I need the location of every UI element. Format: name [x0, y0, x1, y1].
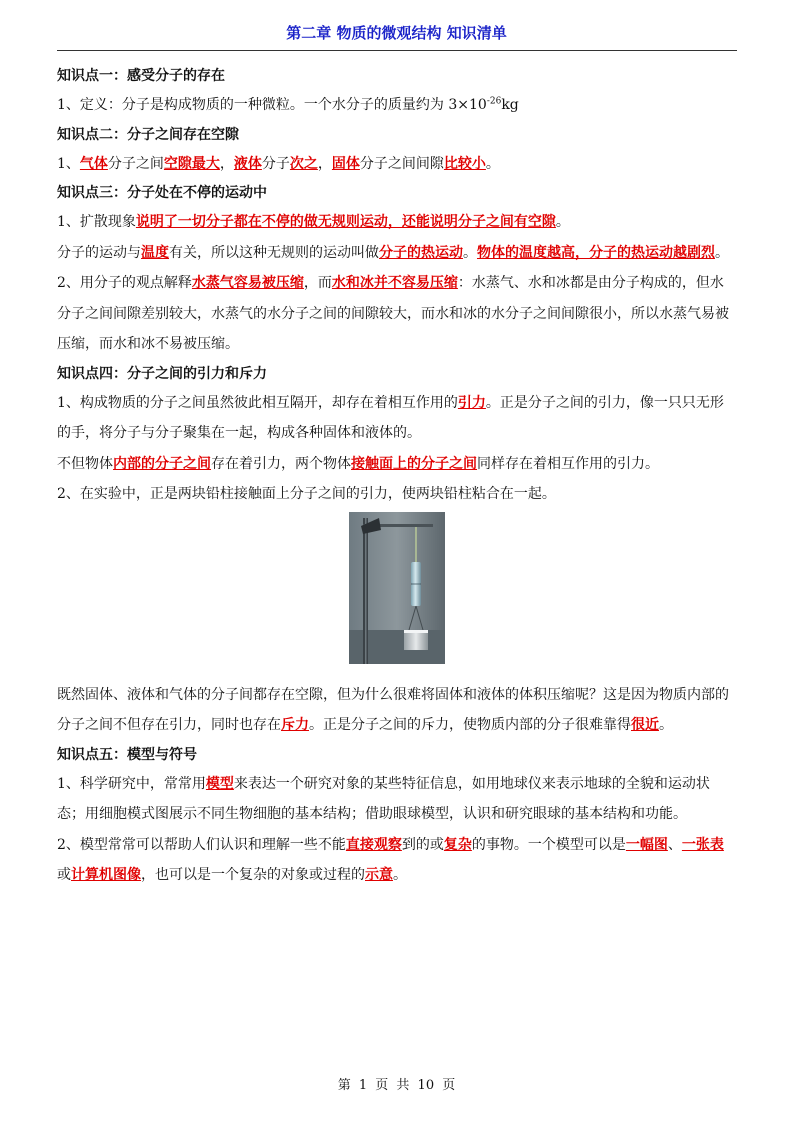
key-term: 说明了一切分子都在不停的做无规则运动，还能说明分子之间有空隙 — [135, 214, 556, 230]
text-run: -26 — [486, 96, 502, 107]
key-term: 引力 — [457, 394, 486, 411]
text-run: 。正是分子之间的斥力，使物质内部的分子很难靠得 — [309, 717, 631, 733]
key-term: 液体 — [233, 155, 262, 172]
key-term: 空隙最大 — [163, 155, 220, 172]
text-run: 2、用分子的观点解释 — [57, 275, 192, 291]
text-run: 的事物。一个模型可以是 — [471, 836, 626, 853]
text-run: 1、扩散现象 — [57, 214, 136, 230]
paragraph-thermal-motion — [57, 238, 737, 269]
text-run: ，也可以是一个复杂的对象或过程的 — [141, 867, 365, 883]
text-run: ，而 — [303, 275, 332, 291]
key-term: 一幅图 — [625, 836, 668, 853]
text-run: 2、在实验中，正是两块铅柱接触面上分子之间的引力，使两块铅柱粘合在一起。 — [57, 486, 556, 502]
document-body — [57, 62, 737, 891]
text-run: 。 — [555, 214, 570, 230]
lead-cylinder-experiment-photo — [349, 512, 445, 664]
key-term: 一张表 — [681, 836, 724, 853]
key-term: 水和冰并不容易压缩 — [331, 275, 458, 291]
page-title: 第二章 物质的微观结构 知识清单 — [286, 24, 507, 42]
text-run: 。 — [393, 867, 407, 883]
key-term: 斥力 — [281, 717, 309, 733]
text-run: 同样存在着相互作用的引力。 — [477, 455, 659, 472]
key-term: 固体 — [331, 155, 360, 172]
key-term: 接触面上的分子之间 — [351, 455, 477, 472]
paragraph-attraction — [57, 388, 737, 449]
key-term: 分子的热运动 — [379, 244, 463, 261]
text-run: ， — [317, 155, 332, 172]
text-run: 分子的运动与 — [57, 244, 141, 261]
text-run: 。 — [463, 244, 477, 261]
page-number-footer: 第 1 页 共 10 页 — [337, 1078, 456, 1093]
paragraph-gaps — [57, 149, 737, 180]
text-run: 。 — [715, 244, 729, 261]
text-run: 1、科学研究中，常常用 — [57, 775, 206, 792]
key-term: 气体 — [79, 155, 108, 172]
text-run: 、 — [667, 836, 682, 853]
text-run: 有关，所以这种无规则的运动叫做 — [169, 244, 379, 261]
text-run: kg — [501, 97, 519, 113]
paragraph-lead-cylinders — [57, 479, 737, 510]
text-run: ：水蒸气、水和冰都是由分子构成的，但水分子之间间隙差别较大，水蒸气的水分子之间的间隙较大，而水和冰的水分子之间间隙很小，所以水蒸气易被压缩，而水和冰不易被压缩。 — [57, 275, 729, 352]
paragraph-model-uses — [57, 830, 737, 891]
section-heading-5: 知识点五：模型与符号 — [57, 746, 197, 763]
key-term: 复杂 — [443, 836, 472, 853]
text-run: ， — [219, 155, 234, 172]
text-run: 到的或 — [401, 836, 444, 853]
text-run: 不但物体 — [57, 455, 113, 472]
section-heading-2: 知识点二：分子之间存在空隙 — [57, 126, 239, 143]
text-run: 2、模型常常可以帮助人们认识和理解一些不能 — [57, 836, 346, 853]
text-run: 既然固体、液体和气体的分子间都存在空隙，但为什么很难将固体和液体的体积压缩呢？这是因为物质内部的分子之间不但存在引力，同时也存在 — [57, 686, 729, 733]
paragraph-models — [57, 769, 737, 830]
text-run: 。 — [659, 717, 673, 733]
paragraph-attraction-surfaces — [57, 449, 737, 480]
key-term: 计算机图像 — [71, 867, 141, 883]
text-run: 存在着引力，两个物体 — [211, 455, 351, 472]
paragraph-diffusion — [57, 207, 737, 238]
title-divider — [57, 50, 737, 51]
paragraph-definition — [57, 90, 737, 121]
key-term: 比较小 — [443, 155, 486, 172]
key-term: 温度 — [141, 244, 169, 261]
section-heading-4: 知识点四：分子之间的引力和斥力 — [57, 365, 267, 382]
key-term: 物体的温度越高，分子的热运动越剧烈 — [477, 244, 715, 261]
text-run: 分子之间 — [107, 155, 164, 172]
paragraph-repulsion — [57, 680, 737, 741]
key-term: 水蒸气容易被压缩 — [191, 275, 304, 291]
key-term: 内部的分子之间 — [113, 455, 211, 472]
text-run: 来表达一个研究对象的某些特征信息，如用地球仪来表示地球的全貌和运动状态；用细胞模式图展示不同生物细胞的基本结构；借助眼球模型，认识和研究眼球的基本结构和功能。 — [57, 775, 710, 822]
text-run: 分子之间间隙 — [359, 155, 444, 172]
text-run: 或 — [57, 867, 71, 883]
text-run: 1、构成物质的分子之间虽然彼此相互隔开，却存在着相互作用的 — [57, 394, 458, 411]
paragraph-compression — [57, 268, 737, 360]
section-heading-1: 知识点一：感受分子的存在 — [57, 68, 225, 84]
figure-container — [57, 512, 737, 672]
key-term: 直接观察 — [345, 836, 402, 853]
key-term: 很近 — [631, 717, 659, 733]
text-run: 。正是分子之间的引力，像一只只无形的手，将分子与分子聚集在一起，构成各种固体和液体的。 — [57, 394, 724, 441]
key-term: 模型 — [205, 775, 234, 792]
text-run: 。 — [485, 155, 500, 172]
text-run: 1、定义：分子是构成物质的一种微粒。一个水分子的质量约为 3×10 — [57, 97, 487, 113]
key-term: 示意 — [365, 867, 393, 883]
section-heading-3: 知识点三：分子处在不停的运动中 — [57, 185, 267, 201]
text-run: 分子 — [261, 155, 290, 172]
text-run: 1、 — [57, 155, 80, 172]
key-term: 次之 — [289, 155, 318, 172]
